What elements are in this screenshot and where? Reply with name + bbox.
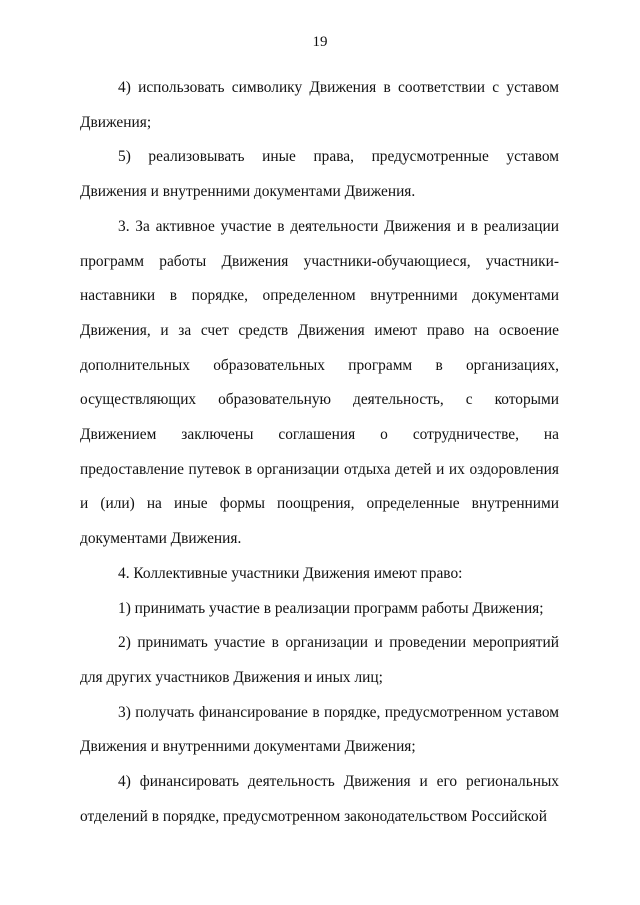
paragraph-right-5-other-rights: 5) реализовывать иные права, предусмотренные уставом Движения и внутренними документами Движения.: [80, 148, 559, 201]
paragraph-collective-right-2: 2) принимать участие в организации и проведении мероприятий для других участников Движения и иных лиц;: [80, 634, 559, 686]
paragraph-right-4-symbolics: 4) использовать символику Движения в соответствии с уставом Движения;: [80, 79, 559, 131]
page-number: 19: [312, 34, 328, 50]
paragraph-section-3-rewards: 3. За активное участие в деятельности Движения и в реализации программ работы Движения участники-обучающиеся, участники-наставники в порядке, определенном внутренними документами Движения, и за счет средств Движения имеют право на освоение дополнительных образовательных программ в организациях, осуществляющих образовательную деятельность, с которыми Движением заключены соглашения о сотрудничестве, на предоставление путевок в организации отдыха детей и их оздоровления и (или) на иные формы поощрения, определенные внутренними документами Движения.: [80, 217, 559, 548]
paragraph-section-4-collective-rights: 4. Коллективные участники Движения имеют право:: [118, 564, 463, 582]
paragraph-collective-right-4: 4) финансировать деятельность Движения и его региональных отделений в порядке, предусмотренном законодательством Российской: [80, 773, 559, 825]
paragraph-collective-right-1: 1) принимать участие в реализации программ работы Движения;: [118, 599, 544, 617]
paragraph-collective-right-3: 3) получать финансирование в порядке, предусмотренном уставом Движения и внутренними документами Движения;: [80, 703, 559, 756]
document-body: [80, 71, 559, 834]
